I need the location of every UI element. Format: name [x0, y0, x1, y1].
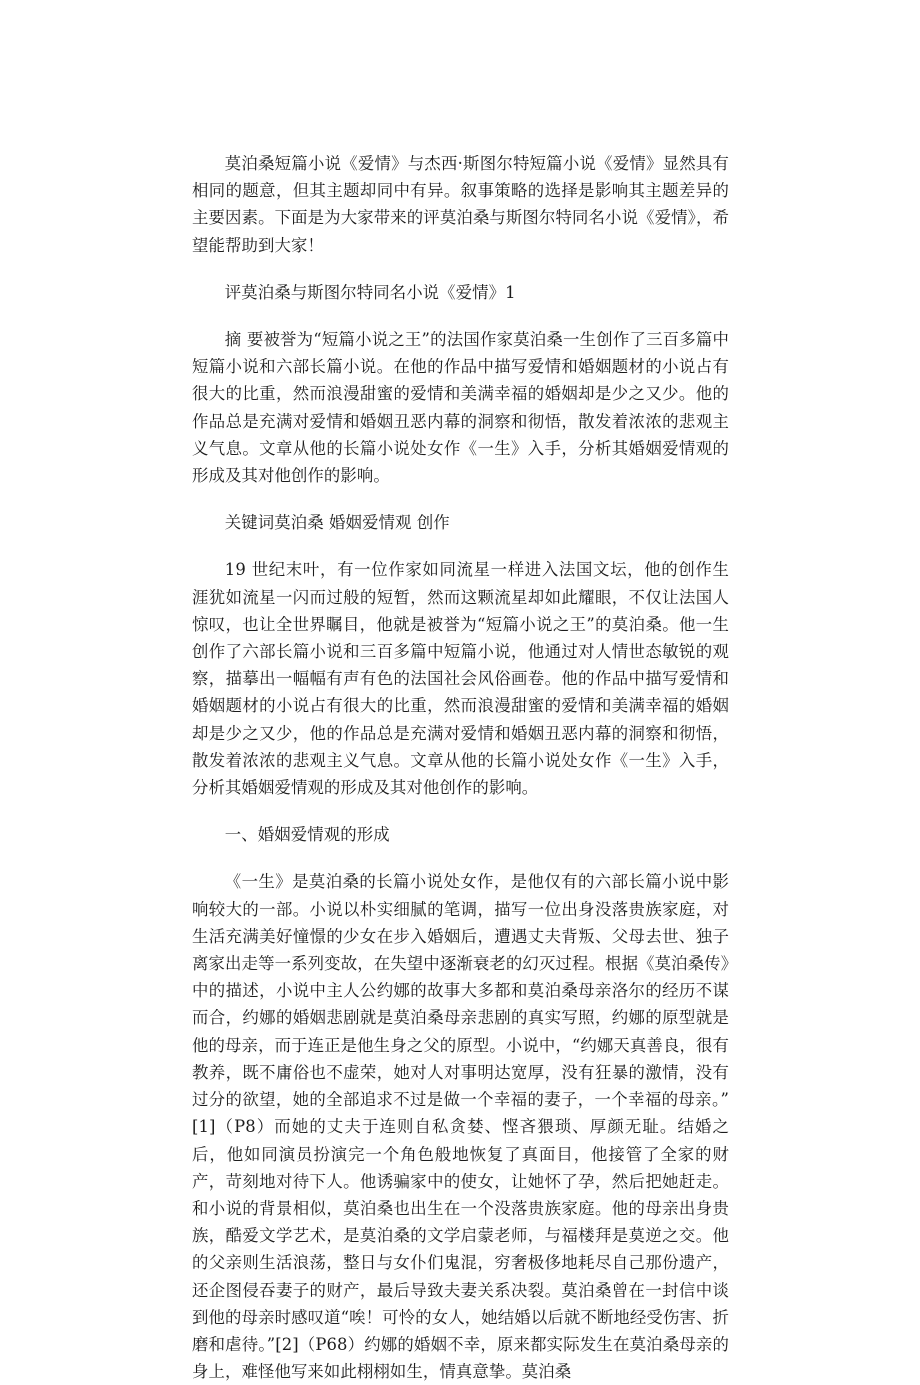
paragraph-section-heading-one: 一、婚姻爱情观的形成 — [224, 825, 390, 845]
document-text-column — [192, 150, 729, 1385]
paragraph-body-intro: 19 世纪末叶，有一位作家如同流星一样进入法国文坛，他的创作生涯犹如流星一闪而过般的短暂，然而这颗流星却如此耀眼，不仅让法国人惊叹，也让全世界瞩目，他就是被誉为“短篇小说之王”的莫泊桑。他一生创作了六部长篇小说和三百多篇中短篇小说，他通过对人情世态敏锐的观察，描摹出一幅幅有声有色的法国社会风俗画卷。他的作品中描写爱情和婚姻题材的小说占有很大的比重，然而浪漫甜蜜的爱情和美满幸福的婚姻却是少之又少，他的作品总是充满对爱情和婚姻丑恶内幕的洞察和彻悟，散发着浓浓的悲观主义气息。文章从他的长篇小说处女作《一生》入手，分析其婚姻爱情观的形成及其对他创作的影响。 — [192, 560, 729, 798]
paragraph-body-analysis: 《一生》是莫泊桑的长篇小说处女作，是他仅有的六部长篇小说中影响较大的一部。小说以朴实细腻的笔调，描写一位出身没落贵族家庭，对生活充满美好憧憬的少女在步入婚姻后，遭遇丈夫背叛、父母去世、独子离家出走等一系列变故，在失望中逐渐衰老的幻灭过程。根据《莫泊桑传》中的描述，小说中主人公约娜的故事大多都和莫泊桑母亲洛尔的经历不谋而合，约娜的婚姻悲剧就是莫泊桑母亲悲剧的真实写照，约娜的原型就是他的母亲，而于连正是他生身之父的原型。小说中，“约娜天真善良，很有教养，既不庸俗也不虚荣，她对人对事明达宽厚，没有狂暴的激情，没有过分的欲望，她的全部追求不过是做一个幸福的妻子，一个幸福的母亲。”[1]（P8）而她的丈夫于连则自私贪婪、悭吝猥琐、厚颜无耻。结婚之后，他如同演员扮演完一个角色般地恢复了真面目，他接管了全家的财产，苛刻地对待下人。他诱骗家中的使女，让她怀了孕，然后把她赶走。和小说的背景相似，莫泊桑也出生在一个没落贵族家庭。他的母亲出身贵族，酷爱文学艺术，是莫泊桑的文学启蒙老师，与福楼拜是莫逆之交。他的父亲则生活浪荡，整日与女仆们鬼混，穷奢极侈地耗尽自己那份遗产，还企图侵吞妻子的财产，最后导致夫妻关系决裂。莫泊桑曾在一封信中谈到他的母亲时感叹道“唉！可怜的女人，她结婚以后就不断地经受伤害、折磨和虐待。”[2]（P68）约娜的婚姻不幸，原来都实际发生在莫泊桑母亲的身上，难怪他写来如此栩栩如生，情真意挚。莫泊桑 — [192, 872, 729, 1382]
paragraph-abstract: 摘 要被誉为“短篇小说之王”的法国作家莫泊桑一生创作了三百多篇中短篇小说和六部长篇小说。在他的作品中描写爱情和婚姻题材的小说占有很大的比重，然而浪漫甜蜜的爱情和美满幸福的婚姻却是少之又少。他的作品总是充满对爱情和婚姻丑恶内幕的洞察和彻悟，散发着浓浓的悲观主义气息。文章从他的长篇小说处女作《一生》入手，分析其婚姻爱情观的形成及其对他创作的影响。 — [192, 330, 729, 486]
paragraph-introduction: 莫泊桑短篇小说《爱情》与杰西·斯图尔特短篇小说《爱情》显然具有相同的题意，但其主题却同中有异。叙事策略的选择是影响其主题差异的主要因素。下面是为大家带来的评莫泊桑与斯图尔特同名小说《爱情》，希望能帮助到大家！ — [192, 154, 729, 255]
paragraph-section-title: 评莫泊桑与斯图尔特同名小说《爱情》1 — [224, 282, 516, 302]
paragraph-keywords: 关键词莫泊桑 婚姻爱情观 创作 — [224, 513, 450, 533]
